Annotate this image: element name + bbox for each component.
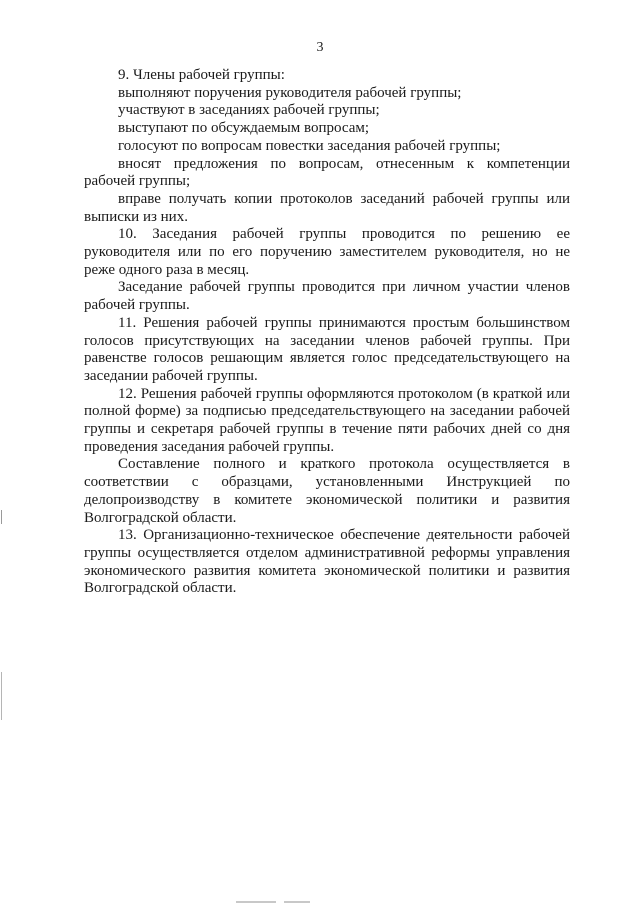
paragraph-12-protocol: Составление полного и краткого протокола осуществляется в соответствии с образцами, установленными Инструкцией по делопроизводству в комитете экономической политики и развития Волгоградской области. [84,456,570,526]
paragraph-duty-proposals: вносят предложения по вопросам, отнесенным к компетенции рабочей группы; [84,155,570,190]
paragraph-11: 11. Решения рабочей группы принимаются простым большинством голосов присутствующих на заседании членов рабочей группы. При равенстве голосов решающим является голос председательствующего на заседании рабочей группы. [84,314,570,384]
paragraph-duty-speaking: выступают по обсуждаемым вопросам; [118,120,370,137]
paragraph-13: 13. Организационно-техническое обеспечение деятельности рабочей группы осуществляется отделом административной реформы управления экономического развития комитета экономической политики и развития Волгоградской области. [84,527,570,597]
paragraph-duty-copies: вправе получать копии протоколов заседаний рабочей группы или выписки из них. [84,190,570,225]
scan-edge-mark [1,510,2,524]
paragraph-duty-assignments: выполняют поручения руководителя рабочей группы; [118,84,462,101]
paragraph-10: 10. Заседания рабочей группы проводится по решению ее руководителя или по его поручению заместителем руководителя, но не реже одного раза в месяц. [84,226,570,278]
paragraph-12: 12. Решения рабочей группы оформляются протоколом (в краткой или полной форме) за подписью председательствующего на заседании рабочей группы и секретаря рабочей группы в течение пяти рабочих дней со дня проведения заседания рабочей группы. [84,385,570,455]
scan-smudge [236,901,276,903]
paragraph-9-heading: 9. Члены рабочей группы: [118,67,285,83]
page-number: 3 [316,40,324,55]
paragraph-10-attendance: Заседание рабочей группы проводится при личном участии членов рабочей группы. [84,279,570,314]
scan-edge-mark [1,672,2,720]
paragraph-duty-meetings: участвуют в заседаниях рабочей группы; [118,102,380,119]
document-body [84,67,570,598]
scan-smudge [284,901,310,903]
paragraph-duty-voting: голосуют по вопросам повестки заседания рабочей группы; [118,137,501,154]
